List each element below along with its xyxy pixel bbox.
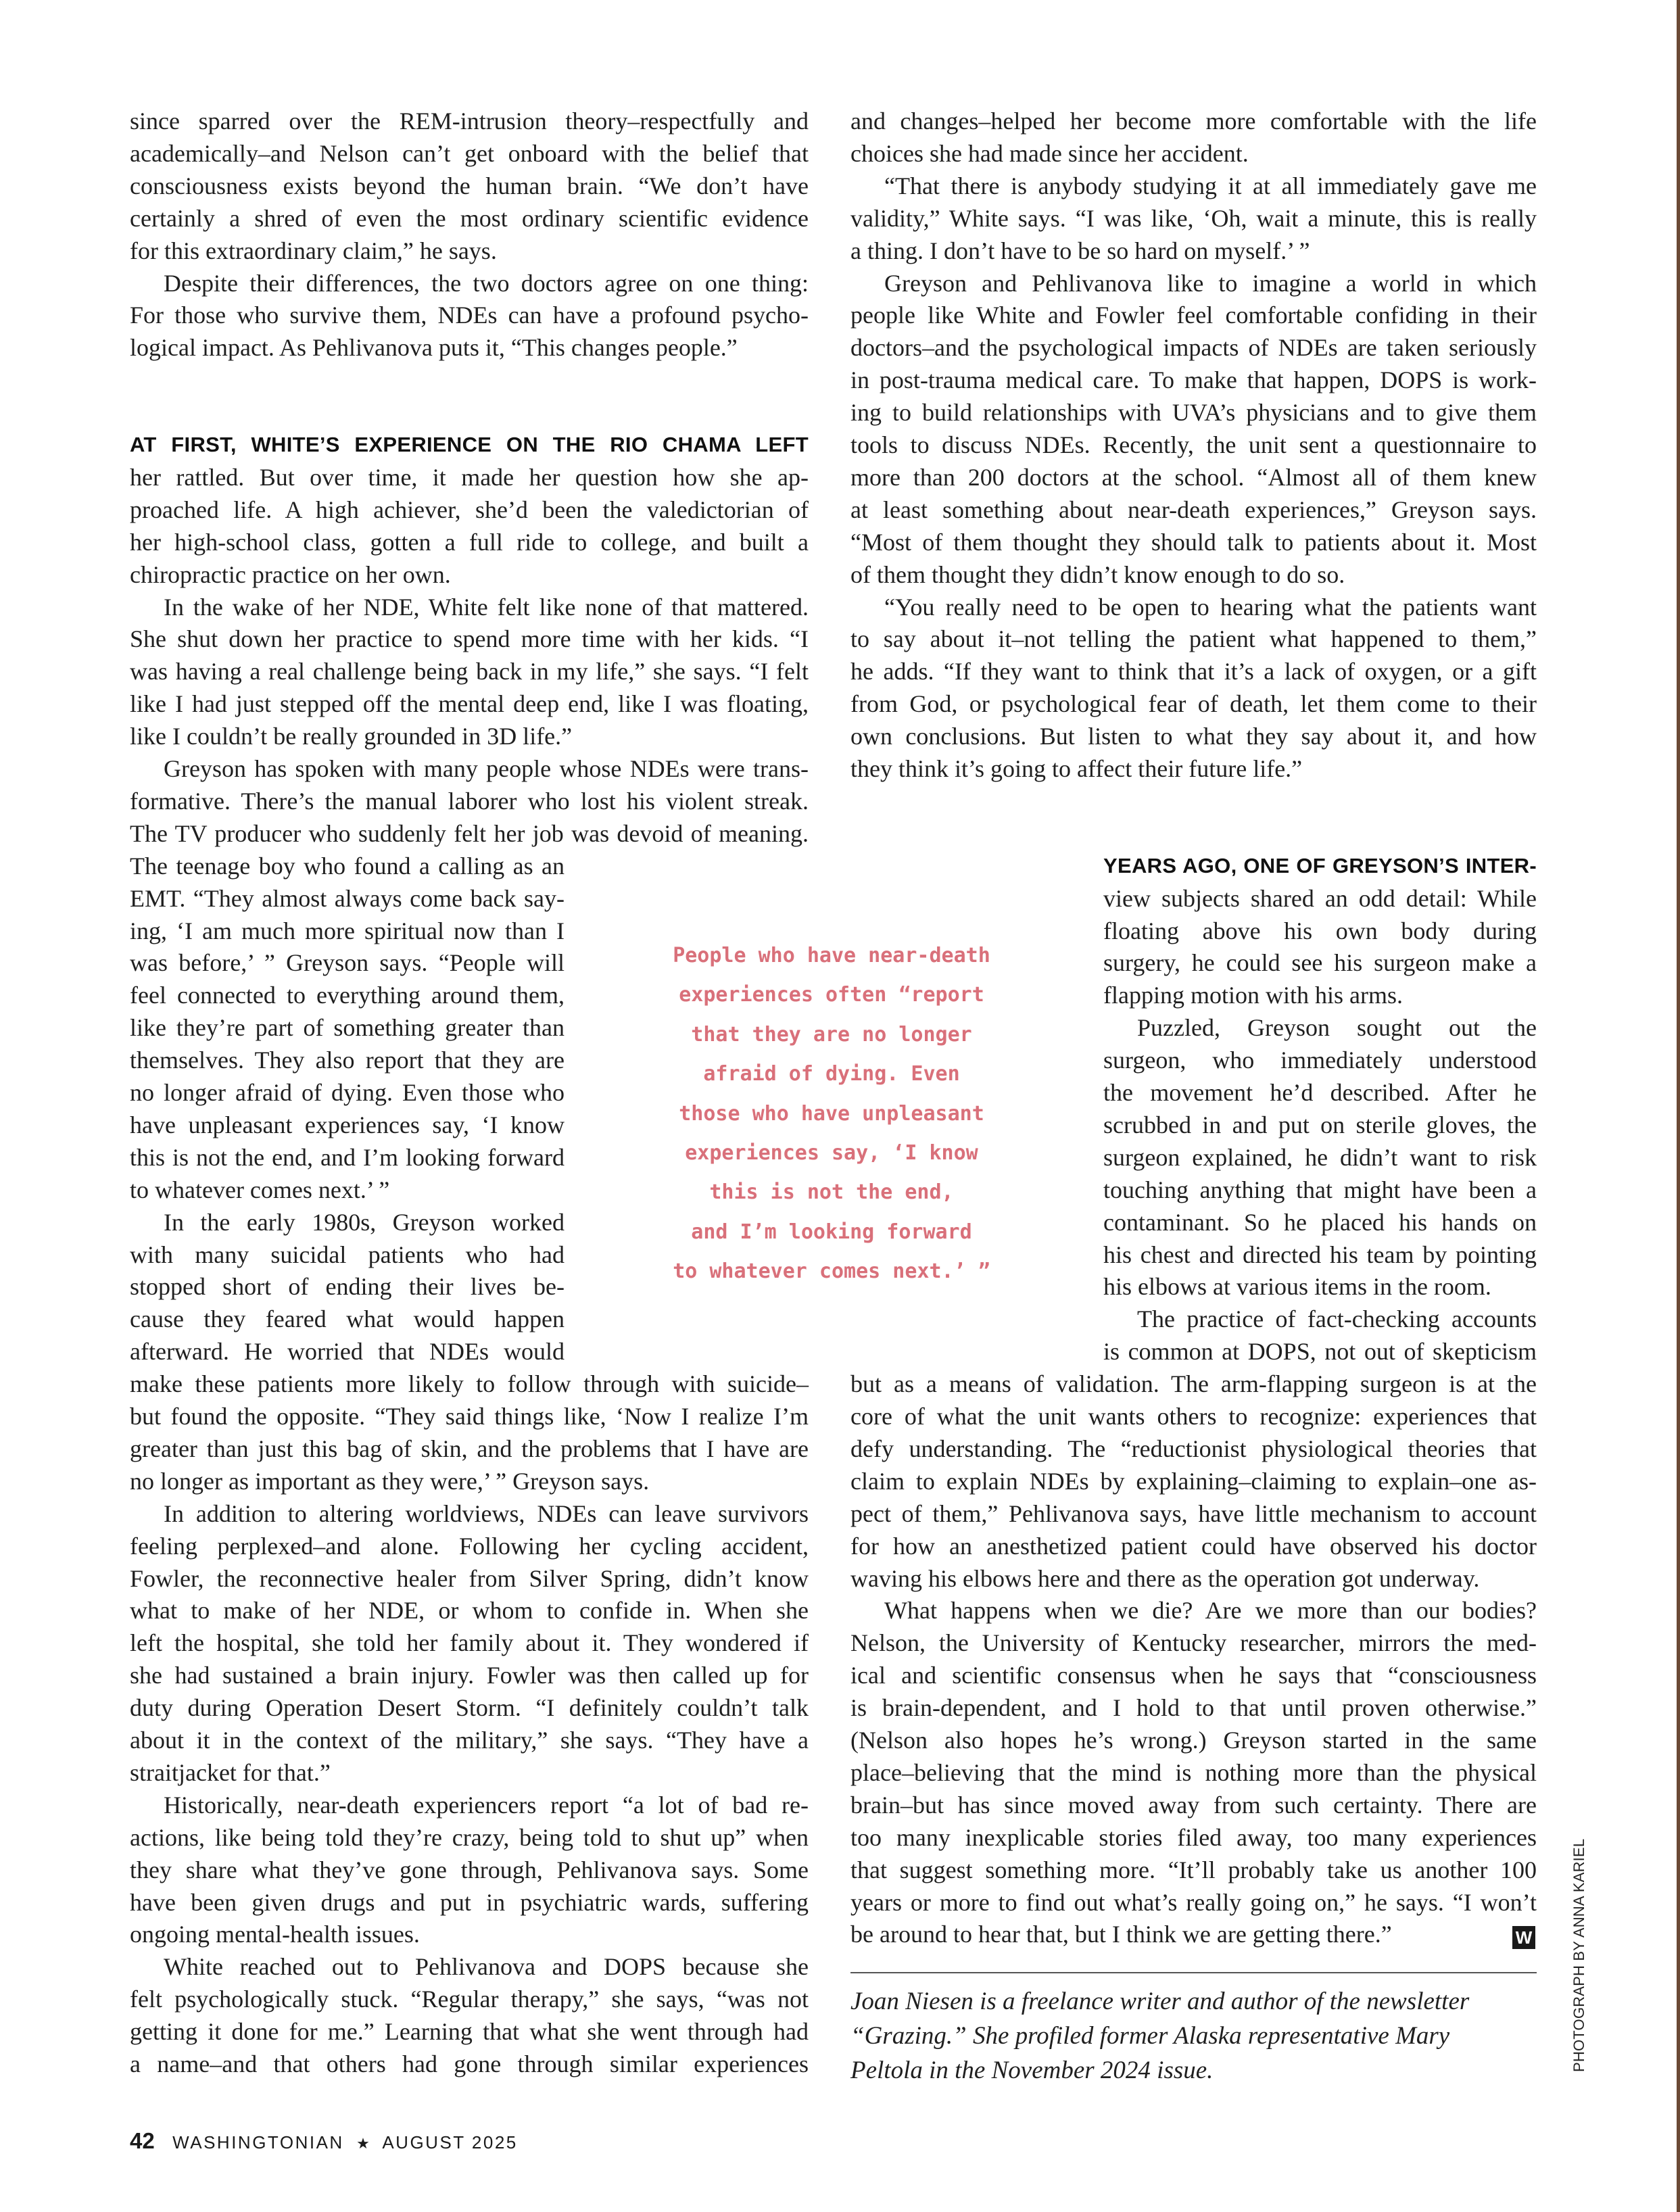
body-text-line: straitjacket for that.” (130, 1758, 331, 1786)
body-text-line: her high-school class, gotten a full ride to college, and built a (130, 528, 809, 556)
author-bio-line: Joan Niesen is a freelance writer and author of the newsletter (850, 1988, 1470, 2015)
body-text-line: that suggest something more. “It’ll probably take us another 100 (850, 1856, 1537, 1883)
body-text-line: greater than just this bag of skin, and the problems that I have are (130, 1435, 809, 1462)
body-text-line: too many inexplicable stories filed away, too many experiences (850, 1823, 1537, 1851)
body-text-line: since sparred over the REM-intrusion theory–respectfully and (130, 107, 809, 135)
end-mark-w-logo-icon: W (1512, 1926, 1535, 1949)
body-text-line: “That there is anybody studying it at all immediately gave me (884, 172, 1537, 199)
body-text-line: White reached out to Pehlivanova and DOPS because she (164, 1953, 809, 1981)
pull-quote-line: People who have near-death (673, 944, 990, 967)
body-text-line: felt psychologically stuck. “Regular therapy,” she says, “was not (130, 1986, 809, 2013)
body-text-line: validity,” White says. “I was like, ‘Oh, wait a minute, this is really (850, 204, 1537, 232)
body-text-line: her rattled. But over time, it made her question how she ap- (130, 463, 809, 491)
body-text-line: is common at DOPS, not out of skepticism (1103, 1338, 1537, 1366)
body-text-line: brain–but has since moved away from such certainty. There are (850, 1791, 1537, 1819)
star-icon: ★ (356, 2135, 370, 2152)
body-text-line: tools to discuss NDEs. Recently, the unit sent a questionnaire to (850, 431, 1537, 458)
body-text-line: place–believing that the mind is nothing more than the physical (850, 1758, 1537, 1786)
body-text-line: for this extraordinary claim,” he says. (130, 237, 497, 264)
body-text-line: EMT. “They almost always come back say- (130, 884, 565, 912)
issue-date: AUGUST 2025 (382, 2132, 518, 2153)
body-text-line: certainly a shred of even the most ordinary scientific evidence (130, 204, 809, 232)
body-text-line: his chest and directed his team by pointing (1103, 1241, 1537, 1268)
body-text-line: people like White and Fowler feel comfortable confiding in their (850, 302, 1537, 329)
body-text-line: defy understanding. The “reductionist physiological theories that (850, 1435, 1537, 1462)
body-text-line: themselves. They also report that they are (130, 1047, 565, 1074)
author-bio (850, 1984, 1537, 2088)
body-text-line: this is not the end, and I’m looking forward (130, 1143, 565, 1171)
body-text-line: in post-trauma medical care. To make that happen, DOPS is work- (850, 366, 1537, 394)
body-text-line: no longer afraid of dying. Even those who (130, 1079, 565, 1106)
body-text-line: floating above his own body during (1103, 917, 1537, 944)
body-text-line: “Most of them thought they should talk to patients about it. Most (850, 528, 1537, 556)
body-text-line: to whatever comes next.’ ” (130, 1176, 390, 1203)
body-text-line: stopped short of ending their lives be- (130, 1273, 565, 1301)
body-text-line: a thing. I don’t have to be so hard on myself.’ ” (850, 237, 1310, 264)
body-text-line: (Nelson also hopes he’s wrong.) Greyson started in the same (850, 1727, 1537, 1754)
pull-quote (595, 936, 1068, 1292)
body-text-line: feeling perplexed–and alone. Following her cycling accident, (130, 1532, 809, 1560)
body-text-line: Despite their differences, the two doctors agree on one thing: (164, 269, 809, 297)
section-lead-in-heading: AT FIRST, WHITE’S EXPERIENCE ON THE RIO CHAMA LEFT (130, 433, 809, 456)
body-text-line: make these patients more likely to follow through with suicide– (130, 1370, 809, 1398)
publication-name: WASHINGTONIAN (172, 2132, 344, 2153)
pull-quote-line: that they are no longer (691, 1022, 972, 1047)
body-text-line: ing to build relationships with UVA’s physicians and to give them (850, 399, 1537, 427)
body-text-line: and changes–helped her become more comfortable with the life (850, 107, 1537, 135)
body-text-line: flapping motion with his arms. (1103, 982, 1403, 1009)
body-text-line: but as a means of validation. The arm-flapping surgeon is at the (850, 1370, 1537, 1398)
body-text-line: his elbows at various items in the room. (1103, 1273, 1491, 1301)
body-text-line: was before,’ ” Greyson says. “People will (130, 949, 565, 977)
body-text-line: contaminant. So he placed his hands on (1103, 1208, 1537, 1236)
body-text-line: have been given drugs and put in psychiatric wards, suffering (130, 1888, 809, 1916)
body-text-line: more than 200 doctors at the school. “Almost all of them knew (850, 463, 1537, 491)
body-text-line: touching anything that might have been a (1103, 1176, 1537, 1203)
body-text-line: surgeon explained, he didn’t want to risk (1103, 1143, 1537, 1171)
body-text-line: is brain-dependent, and I hold to that until proven otherwise.” (850, 1694, 1537, 1722)
body-text-line: feel connected to everything around them, (130, 982, 565, 1009)
page-footer (130, 2128, 518, 2154)
body-text-line: they think it’s going to affect their future life.” (850, 755, 1303, 782)
body-text-line: getting it done for me.” Learning that what she went through had (130, 2018, 809, 2046)
body-text-line: “You really need to be open to hearing what the patients want (884, 593, 1537, 621)
body-text-line: What happens when we die? Are we more than our bodies? (884, 1597, 1537, 1625)
adjacent-page-photo-edge (1677, 0, 1680, 2212)
pull-quote-line: experiences often “report (679, 983, 984, 1007)
body-text-line: she had sustained a brain injury. Fowler was then called up for (130, 1662, 809, 1689)
body-text-line: years or more to find out what’s really going on,” he says. “I won’t (850, 1888, 1537, 1916)
body-text-line: no longer as important as they were,’ ” Greyson says. (130, 1467, 650, 1495)
pull-quote-line: this is not the end, (709, 1180, 954, 1205)
body-text-line: academically–and Nelson can’t get onboard with the belief that (130, 139, 809, 167)
body-text-line: duty during Operation Desert Storm. “I definitely couldn’t talk (130, 1694, 809, 1722)
body-text-line: what to make of her NDE, or whom to confide in. When she (130, 1597, 809, 1625)
body-text-line: from God, or psychological fear of death, let them come to their (850, 690, 1537, 718)
body-text-line: waving his elbows here and there as the operation got underway. (850, 1564, 1480, 1592)
author-bio-line: “Grazing.” She profiled former Alaska representative Mary (850, 2022, 1450, 2050)
pull-quote-line: and I’m looking forward (691, 1220, 972, 1244)
body-text-line: view subjects shared an odd detail: While (1103, 884, 1537, 912)
body-text-line: surgeon, who immediately understood (1103, 1047, 1537, 1074)
body-text-line: ing, ‘I am much more spiritual now than I (130, 917, 565, 944)
body-text-line: like I couldn’t be really grounded in 3D life.” (130, 723, 573, 750)
pull-quote-line: to whatever comes next.’ ” (673, 1259, 990, 1284)
body-text-line: logical impact. As Pehlivanova puts it, “This changes people.” (130, 334, 738, 362)
section-lead-in-heading: YEARS AGO, ONE OF GREYSON’S INTER- (1103, 853, 1537, 877)
body-text-line: of them thought they didn’t know enough to do so. (850, 560, 1345, 588)
body-text-line: consciousness exists beyond the human brain. “We don’t have (130, 172, 809, 199)
photo-credit: PHOTOGRAPH BY ANNA KARIEL (1570, 1838, 1587, 2072)
body-text-line: Greyson and Pehlivanova like to imagine a world in which (884, 269, 1537, 297)
body-text-line: ical and scientific consensus when he says that “consciousness (850, 1662, 1537, 1689)
author-bio-line: Peltola in the November 2024 issue. (850, 2057, 1214, 2084)
body-text-line: Greyson has spoken with many people whose NDEs were trans- (164, 755, 809, 782)
body-text-line: afterward. He worried that NDEs would (130, 1338, 565, 1366)
body-text-line: actions, like being told they’re crazy, being told to shut up” when (130, 1823, 809, 1851)
body-text-line: chiropractic practice on her own. (130, 560, 451, 588)
body-text-line: pect of them,” Pehlivanova says, have little mechanism to account (850, 1499, 1537, 1527)
body-text-line: proached life. A high achiever, she’d been the valedictorian of (130, 496, 809, 523)
body-text-line: was having a real challenge being back in my life,” she says. “I felt (130, 658, 809, 686)
body-text-line: The TV producer who suddenly felt her job was devoid of meaning. (130, 819, 809, 847)
body-text-line: like I had just stepped off the mental deep end, like I was floating, (130, 690, 809, 718)
bio-divider (850, 1972, 1537, 1973)
body-text-line: with many suicidal patients who had (130, 1241, 565, 1268)
body-text-line: a name–and that others had gone through similar experiences (130, 2050, 809, 2077)
body-text-line: The practice of fact-checking accounts (1137, 1305, 1537, 1333)
body-text-line: Nelson, the University of Kentucky researcher, mirrors the med- (850, 1629, 1537, 1657)
page-number: 42 (130, 2128, 155, 2153)
body-text-line: surgery, he could see his surgeon make a (1103, 949, 1537, 977)
body-text-line: In the wake of her NDE, White felt like none of that mattered. (164, 593, 809, 621)
body-text-line: Puzzled, Greyson sought out the (1137, 1014, 1537, 1042)
body-text-line: claim to explain NDEs by explaining–claiming to explain–one as- (850, 1467, 1537, 1495)
body-text-line: he adds. “If they want to think that it’s a lack of oxygen, or a gift (850, 658, 1537, 686)
body-text-line: In addition to altering worldviews, NDEs can leave survivors (164, 1499, 809, 1527)
body-text-line: but found the opposite. “They said things like, ‘Now I realize I’m (130, 1403, 809, 1430)
body-text-line: For those who survive them, NDEs can have a profound psycho- (130, 302, 809, 329)
body-text-line: Fowler, the reconnective healer from Silver Spring, didn’t know (130, 1564, 809, 1592)
body-text-line: they share what they’ve gone through, Pehlivanova says. Some (130, 1856, 809, 1883)
pull-quote-line: afraid of dying. Even (703, 1062, 960, 1086)
body-text-line: ongoing mental-health issues. (130, 1921, 420, 1948)
body-text-line: doctors–and the psychological impacts of NDEs are taken seriously (850, 334, 1537, 362)
body-text-line: In the early 1980s, Greyson worked (164, 1208, 565, 1236)
body-text-line: cause they feared what would happen (130, 1305, 565, 1333)
body-text-line: like they’re part of something greater than (130, 1014, 565, 1042)
body-text-line: about it in the context of the military,” she says. “They have a (130, 1727, 809, 1754)
body-text-line: formative. There’s the manual laborer who lost his violent streak. (130, 787, 809, 815)
body-text-line: The teenage boy who found a calling as an (130, 852, 565, 880)
body-text-line: the movement he’d described. After he (1103, 1079, 1537, 1106)
pull-quote-line: those who have unpleasant (679, 1101, 984, 1126)
body-text-line: choices she had made since her accident. (850, 139, 1249, 167)
body-text-line: She shut down her practice to spend more time with her kids. “I (130, 625, 809, 653)
body-text-line: scrubbed in and put on sterile gloves, the (1103, 1111, 1537, 1138)
body-text-line: to say about it–not telling the patient what happened to them,” (850, 625, 1537, 653)
body-text-line: own conclusions. But listen to what they say about it, and how (850, 723, 1537, 750)
body-text-line: be around to hear that, but I think we are getting there.” (850, 1921, 1392, 1948)
body-text-line: Historically, near-death experiencers report “a lot of bad re- (164, 1791, 809, 1819)
body-text-line: have unpleasant experiences say, ‘I know (130, 1111, 565, 1138)
pull-quote-line: experiences say, ‘I know (685, 1141, 978, 1165)
body-text-line: at least something about near-death experiences,” Greyson says. (850, 496, 1537, 523)
body-text-line: core of what the unit wants others to recognize: experiences that (850, 1403, 1537, 1430)
body-text-line: left the hospital, she told her family about it. They wondered if (130, 1629, 809, 1657)
body-text-line: for how an anesthetized patient could have observed his doctor (850, 1532, 1537, 1560)
